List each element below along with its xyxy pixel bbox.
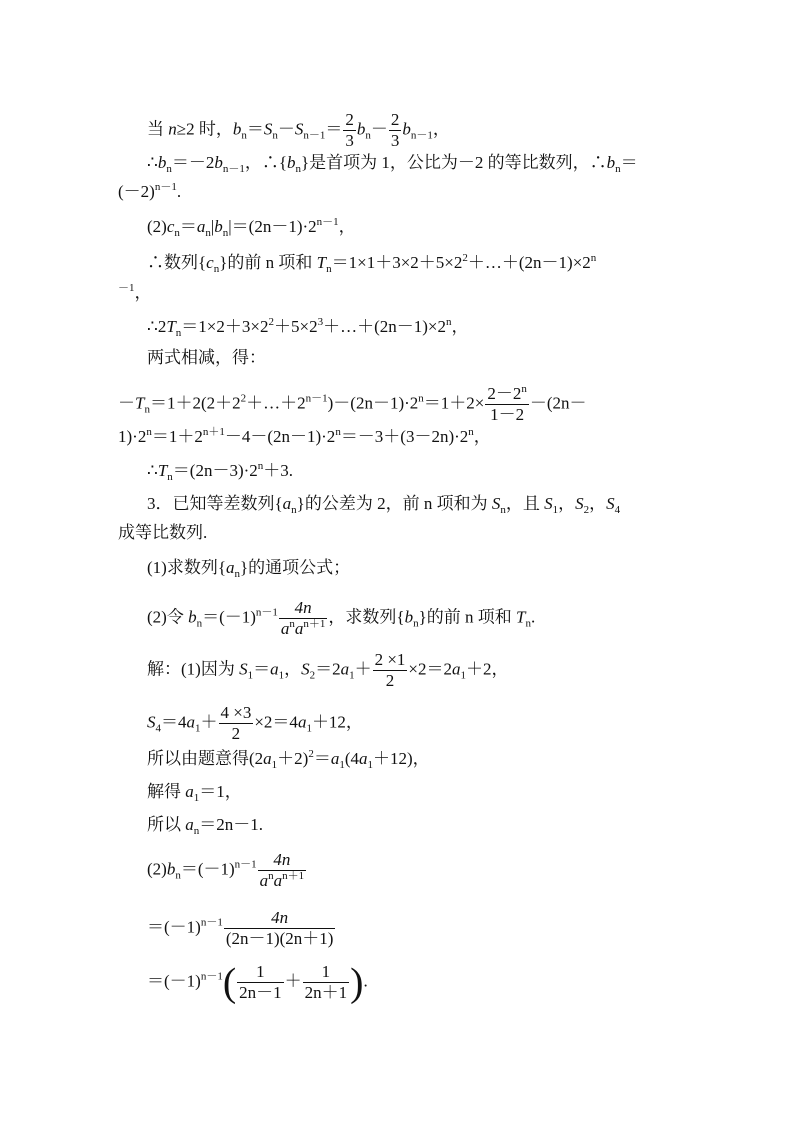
text: }的公差为 2，前 n 项和为 (296, 494, 492, 513)
superscript: 3 (317, 316, 324, 328)
text: 两式相减，得： (147, 348, 266, 367)
var-a: a (340, 659, 350, 679)
subscript: n (500, 504, 506, 516)
text: ， (589, 494, 607, 513)
var-b: b (606, 153, 616, 172)
var-S: S (575, 494, 584, 513)
var-b: b (404, 607, 414, 627)
superscript: n (335, 426, 341, 438)
text: ＋5×2 (273, 317, 318, 336)
superscript: －1 (118, 282, 135, 294)
text: (2) (147, 217, 167, 236)
var-a: a (225, 558, 235, 577)
var-a: a (452, 659, 461, 679)
text: ＋2， (466, 659, 509, 679)
subscript: n (175, 869, 181, 882)
subscript: n (241, 129, 247, 142)
subscript: n (326, 263, 332, 275)
subscript: n (615, 163, 621, 175)
var-a: a (263, 749, 272, 768)
fraction-geometric-sum: $\frac{2-2^n}{1-2}$ (487, 383, 527, 424)
text: ＝1＋2 (151, 427, 203, 446)
var-T: T (516, 607, 526, 627)
text: ， (134, 283, 152, 302)
line-19 (147, 781, 242, 803)
superscript: 2 (240, 392, 247, 405)
var-S: S (544, 494, 553, 513)
subscript: 1 (552, 504, 559, 516)
text: ＝1×1＋3×2＋5×2 (331, 253, 463, 272)
subscript: 2 (309, 669, 316, 682)
text: ＝ (253, 659, 271, 679)
text: ＝1＋2× (423, 393, 485, 413)
var-S: S (239, 659, 248, 679)
subscript: 4 (614, 504, 621, 516)
line-22 (147, 908, 336, 949)
var-b: b (214, 153, 223, 172)
subscript: n－1 (410, 129, 433, 142)
superscript: n (146, 426, 152, 438)
var-b: b (402, 119, 411, 139)
text: ∴数列{ (147, 253, 207, 272)
var-S: S (301, 659, 310, 679)
var-a: a (270, 659, 279, 679)
text: }的前 n 项和 (219, 253, 317, 272)
right-paren: ) (350, 959, 364, 1005)
var-T: T (316, 253, 327, 272)
var-b: b (188, 607, 197, 627)
var-a: a (186, 712, 195, 732)
text: ， (473, 427, 491, 446)
text: ＝(2n－3)·2 (172, 461, 258, 480)
subscript: n (413, 617, 419, 630)
subscript: 1 (278, 669, 285, 682)
line-4: $(2)c_n=a_n|b_n|=(2n-1)\cdot 2^{n-1}$， (147, 216, 356, 239)
superscript: n－1 (200, 970, 223, 983)
superscript: n (257, 460, 264, 472)
var-a: a (196, 217, 206, 236)
line-8 (147, 347, 266, 369)
superscript: n－1 (316, 216, 339, 228)
fraction-1-over-2n+1: $\frac{1}{2n+1}$ (304, 962, 348, 1002)
subscript: 4 (155, 722, 161, 735)
var-S: S (294, 119, 304, 139)
subscript: n－1 (303, 129, 326, 142)
line-10 (118, 426, 491, 448)
text: ＋3. (263, 461, 294, 480)
line-1: 当 n≥2 时，$b_n=S_n-S_{n-1}=$ $\frac{2}{3}$ $b_n-$ $\frac{2}{3}$ $b_{n-1}$， (147, 110, 450, 150)
text: 所以由题意得(2 (147, 749, 264, 768)
line-9 (118, 384, 587, 425)
var-a: a (359, 749, 368, 768)
text: ≥2 时， (176, 119, 233, 139)
text: ＝1＋2(2＋2 (149, 393, 241, 413)
var-a: a (330, 749, 340, 768)
subscript: 1 (367, 759, 374, 771)
subscript: n (205, 227, 211, 239)
text: . (363, 971, 368, 991)
text: |＝(2n－1)·2 (228, 217, 317, 236)
var-b: b (356, 119, 366, 139)
text: ＝ (179, 217, 197, 236)
text: (2) (147, 859, 167, 879)
text: ＋12， (311, 712, 363, 732)
text: 3．已知等差数列{ (147, 494, 283, 513)
var-a: a (282, 494, 292, 513)
var-a: a (185, 815, 194, 834)
var-S: S (147, 712, 156, 732)
line-2 (147, 152, 638, 174)
subscript: 1 (339, 759, 345, 771)
var-c: c (206, 253, 214, 272)
subscript: n (167, 471, 173, 483)
subscript: 1 (271, 759, 278, 771)
text: 解：(1)因为 (147, 659, 240, 679)
text: ＝(－1) (180, 859, 235, 879)
superscript: n－1 (255, 606, 278, 619)
line-14 (147, 557, 350, 579)
subscript: n (222, 227, 229, 239)
text: ∴2 (147, 317, 167, 336)
line-3: $(-2)^{n-1}$. (118, 181, 182, 201)
text: 1)·2 (118, 427, 147, 446)
text: ＝2n－1. (199, 815, 263, 834)
text: ， (284, 659, 302, 679)
subscript: n (365, 129, 371, 142)
text: . (530, 607, 536, 627)
line-21 (147, 850, 307, 891)
text: 解得 (147, 782, 186, 801)
var-b: b (232, 119, 242, 139)
text: ＋…＋(2n－1)×2 (323, 317, 446, 336)
subscript: 1 (195, 722, 201, 735)
var-S: S (606, 494, 615, 513)
text: ， (451, 317, 469, 336)
text: ＝1×2＋3×2 (181, 317, 269, 336)
text: ∴ (147, 153, 158, 172)
subscript: n (291, 504, 297, 516)
text: ×2＝2 (408, 659, 453, 679)
superscript: n－1 (154, 181, 177, 193)
line-23 (147, 959, 368, 1005)
text: ＝4 (161, 712, 187, 732)
line-7 (147, 316, 469, 338)
fraction-4n-over-aa: $\frac{4n}{a^na^{n+1}}$ (259, 850, 305, 890)
text: ＝－3＋(3－2n)·2 (340, 427, 469, 446)
text: (2)令 (147, 607, 189, 627)
text: 当 (147, 119, 169, 139)
text: ＝2 (315, 659, 341, 679)
superscript: n＋1 (202, 426, 225, 438)
var-S: S (263, 119, 273, 139)
var-b: b (157, 153, 167, 172)
line-5 (147, 252, 596, 274)
line-18 (147, 748, 430, 770)
text: (1)求数列{ (147, 558, 226, 577)
subscript: n (213, 263, 220, 275)
subscript: n (193, 825, 200, 837)
text: }的通项公式； (239, 558, 351, 577)
text: (4 (344, 749, 360, 768)
superscript: n－1 (200, 916, 223, 929)
var-n: n (168, 119, 177, 139)
subscript: n (295, 163, 301, 175)
fraction-2-3: $\frac{2}{3}$ (345, 110, 354, 150)
text: ＝－2 (171, 153, 215, 172)
fraction-4n-over-aa: $\frac{4n}{a^na^{n+1}}$ (280, 598, 326, 638)
text: －(2n－ (529, 393, 587, 413)
subscript: n (234, 568, 240, 580)
text: ， (558, 494, 576, 513)
text: 成等比数列. (118, 523, 208, 542)
subscript: 1 (306, 722, 312, 735)
text: ∴ (147, 461, 158, 480)
var-b: b (166, 859, 176, 879)
line-13 (118, 522, 207, 544)
left-paren: ( (222, 959, 237, 1005)
text: }是首项为 1，公比为－2 的等比数列，∴ (301, 153, 607, 172)
subscript: 2 (583, 504, 590, 516)
fraction-2x1-over-2: $\frac{2 \times 1}{2}$ (374, 650, 406, 690)
subscript: 1 (247, 669, 254, 682)
subscript: n (196, 617, 203, 630)
subscript: n－1 (222, 163, 245, 175)
subscript: n (272, 129, 278, 142)
var-a: a (297, 712, 307, 732)
line-15 (147, 598, 535, 639)
text: (－2) (118, 182, 155, 201)
text: }的前 n 项和 (418, 607, 516, 627)
text: ＋ (284, 971, 302, 991)
text: ＋2) (277, 749, 309, 768)
var-b: b (287, 153, 296, 172)
text: ＝ (313, 749, 331, 768)
subscript: n (144, 403, 150, 416)
text: )－(2n－1)·2 (327, 393, 419, 413)
subscript: 1 (193, 792, 200, 804)
superscript: n (418, 392, 424, 405)
superscript: n (468, 426, 474, 438)
line-6 (118, 282, 152, 304)
fraction-4x3-over-2: $\frac{4 \times 3}{2}$ (220, 703, 252, 743)
var-T: T (135, 393, 145, 413)
text: ，且 (505, 494, 545, 513)
text: ＋…＋(2n－1)×2 (467, 253, 591, 272)
subscript: n (175, 327, 182, 339)
superscript: n (446, 316, 452, 328)
text: ＝(－1) (147, 971, 201, 991)
superscript: n－1 (305, 392, 328, 405)
fraction-2-3: $\frac{2}{3}$ (390, 110, 400, 150)
superscript: n－1 (234, 858, 257, 871)
text: ×2＝4 (254, 712, 298, 732)
subscript: n (174, 227, 180, 239)
text: ，求数列{ (328, 607, 405, 627)
line-16 (147, 650, 509, 691)
text: ，∴{ (244, 153, 287, 172)
fraction-1-over-2n-1: $\frac{1}{2n-1}$ (239, 962, 282, 1002)
text: ＝1， (199, 782, 242, 801)
text: 所以 (147, 815, 186, 834)
text: ＋ (200, 712, 218, 732)
text: ＝(－1) (147, 917, 201, 937)
text: | (210, 217, 215, 236)
subscript: n (525, 617, 531, 630)
text: ＝(－1) (202, 607, 256, 627)
var-T: T (157, 461, 168, 480)
var-c: c (166, 217, 175, 236)
subscript: 1 (349, 669, 355, 682)
var-a: a (185, 782, 194, 801)
var-b: b (214, 217, 223, 236)
var-T: T (166, 317, 176, 336)
subscript: n (166, 163, 172, 175)
text: ＋…＋2 (246, 393, 306, 413)
text: － (118, 393, 135, 413)
superscript: 2 (268, 316, 274, 328)
fraction-4n-over-product: $\frac{4n}{(2n-1)(2n+1)}$ (225, 908, 334, 948)
text: ＋ (354, 659, 372, 679)
superscript: 2 (462, 252, 468, 264)
var-S: S (491, 494, 501, 513)
line-20 (147, 814, 263, 836)
line-12 (147, 493, 620, 515)
subscript: 1 (460, 669, 467, 682)
text: －4－(2n－1)·2 (224, 427, 336, 446)
text: ＝ (620, 153, 638, 172)
superscript: n (590, 252, 597, 264)
superscript: 2 (308, 748, 314, 760)
line-11 (147, 460, 293, 482)
text: ＋12)， (373, 749, 430, 768)
line-17 (147, 703, 363, 744)
